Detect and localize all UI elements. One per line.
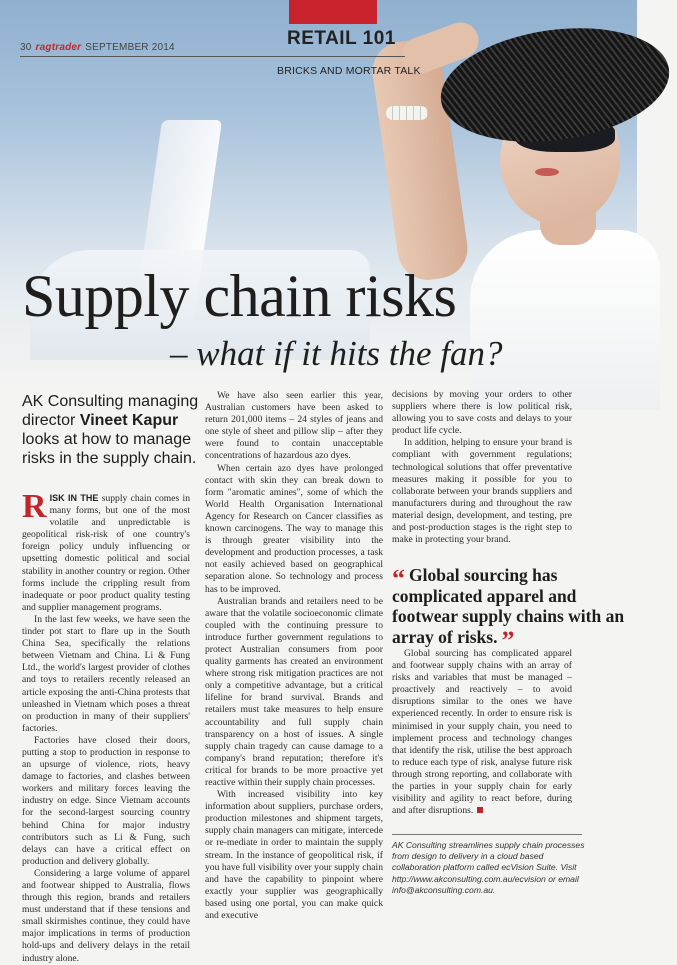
paragraph: Australian brands and retailers need to be aware that the volatile socioeconomic climate coupled with the continuing pressure to introduce further government regulations to protect Australian consumers from poor quality garments has created an environment where strong risk mitigation practices are not only a competitive advantage, but a critical lifeline for brand survival. Brands and retailers must take measures to help ensure accountability and full supply chain transparency on a host of issues. A single supply chain tragedy can cause damage to a company's brand reputation; therefore it's critical for brands to be more proactive yet reactive within their supply chain processes. bbox=[205, 595, 383, 788]
lips bbox=[535, 168, 559, 176]
open-quote-icon: “ bbox=[392, 564, 405, 593]
close-quote-icon: ” bbox=[501, 625, 515, 655]
section-color-bar bbox=[289, 0, 377, 24]
issue-date: SEPTEMBER 2014 bbox=[85, 42, 175, 53]
end-mark-icon bbox=[477, 807, 483, 813]
paragraph: decisions by moving your orders to other suppliers where there is low political risk, allowing you to save costs and delays to your product life cycle. bbox=[392, 389, 572, 437]
lead-in: ISK IN THE bbox=[49, 493, 99, 503]
paragraph: In addition, helping to ensure your brand is compliant with government regulations; technological solutions that offer preventative measures making it possible for you to collaborate between your brands suppliers and manufacturers during and throughout the raw material design, development, and testing, pre and post-production stages is the right step to make in protecting your brand. bbox=[392, 437, 572, 546]
drop-cap: R bbox=[22, 488, 47, 525]
magazine-name: ragtrader bbox=[35, 42, 82, 53]
white-dress bbox=[470, 230, 660, 410]
author-credit: AK Consulting streamlines supply chain processes from design to delivery in a cloud based collaboration platform called ecVision Suite. Visit http://www.akconsulting.com.au/ecvision or email info@akconsulting.com.au. bbox=[392, 840, 585, 895]
article-headline: Supply chain risks bbox=[22, 263, 457, 329]
paragraph: RISK IN THE supply chain comes in many forms, but one of the most volatile and unpredictable is geopolitical risk-risk of one country's foreign policy unduly influencing or upsetting domestic political and social stability in another country or region. Other forms include the crippling result from inadequate or poor product quality testing and supplier management programs. bbox=[22, 488, 190, 613]
article-subheadline: – what if it hits the fan? bbox=[170, 334, 503, 373]
page-number: 30 bbox=[20, 42, 32, 53]
paragraph: Considering a large volume of apparel and footwear shipped to Australia, flows through this region, brands and retailers must understand that if these tensions and small skirmishes continue, they could have major implications in terms of production hold-ups and delivery delays in the retail industry alone. bbox=[22, 867, 190, 964]
author-name: Vineet Kapur bbox=[79, 412, 179, 429]
pull-quote-text: Global sourcing has complicated apparel and footwear supply chains with an array of risks. bbox=[392, 565, 625, 647]
column-rubric: BRICKS AND MORTAR TALK bbox=[277, 65, 421, 77]
body-column-2 bbox=[205, 390, 383, 922]
body-column-3 bbox=[392, 389, 572, 546]
pull-quote bbox=[392, 564, 632, 655]
section-title: RETAIL 101 bbox=[287, 28, 396, 49]
body-column-1 bbox=[22, 488, 190, 965]
hero-photo bbox=[0, 0, 637, 390]
body-column-3-continued bbox=[392, 648, 572, 817]
header-rule bbox=[20, 56, 405, 57]
paragraph: Factories have closed their doors, putting a stop to production in response to an upsurge of violence, riots, heavy damage to factories, and clashes between workers and military forces leaving the industry on edge. Since Vietnam accounts for the second-largest sourcing country behind China for major industry contributors such as Li & Fung, such delays can have a critical effect on production and delivery globally. bbox=[22, 734, 190, 867]
paragraph: With increased visibility into key information about suppliers, purchase orders, production milestones and shipment targets, supply chain managers can mitigate, intercede or re-mediate in order to maintain the supply stream. In the instance of geopolitical risk, if you have full visibility over your supply chain and have the capability to pinpoint where exactly your supplier was geographically based using one portal, you can make quick and executive bbox=[205, 789, 383, 922]
standfirst bbox=[22, 392, 202, 468]
pearl-bracelet bbox=[386, 106, 428, 120]
paragraph: We have also seen earlier this year, Australian customers have been asked to return 201,000 items – 24 styles of jeans and one style of sheet and pillow slip – after they were found to contain unacceptable concentrations of hazardous azo dyes. bbox=[205, 390, 383, 462]
paragraph: Global sourcing has complicated apparel and footwear supply chains with an array of risks and variables that must be managed – proactively and reactively – to avoid disruptions similar to the ones we have experienced recently. In order to ensure risk is minimised in your supply chain, you need to implement process and technology changes that identify the risk, utilise the best approach to reduce each type of risk, analyse future risk through strong reporting, and collaborate with the parties in your supply chain for early visibility and agility to react before, during and after disruptions. bbox=[392, 648, 572, 817]
standfirst-pre: AK Consulting managing director bbox=[22, 393, 199, 429]
paragraph: In the last few weeks, we have seen the tinder pot start to flare up in the South China Sea, specifically the relations between Vietnam and China. Li & Fung Ltd., the world's largest provider of clothes and toys to retailers recently released an article exposing the anti-China protests that unleashed in Vietnam which poses a threat on production in many of their suppliers' factories. bbox=[22, 613, 190, 734]
credit-rule bbox=[392, 834, 582, 835]
standfirst-post: looks at how to manage risks in the supply chain. bbox=[22, 431, 197, 467]
paragraph: When certain azo dyes have prolonged contact with skin they can break down to form "aromatic amines", some of which the World Health Organisation International Agency for Research on Cancer classifies as known carcinogens. The way to manage this is through greater visibility into the development and production processes, a task not easily achieved based on geographical separation alone. So technology and process has to be improved. bbox=[205, 462, 383, 595]
page-folio bbox=[20, 42, 175, 53]
